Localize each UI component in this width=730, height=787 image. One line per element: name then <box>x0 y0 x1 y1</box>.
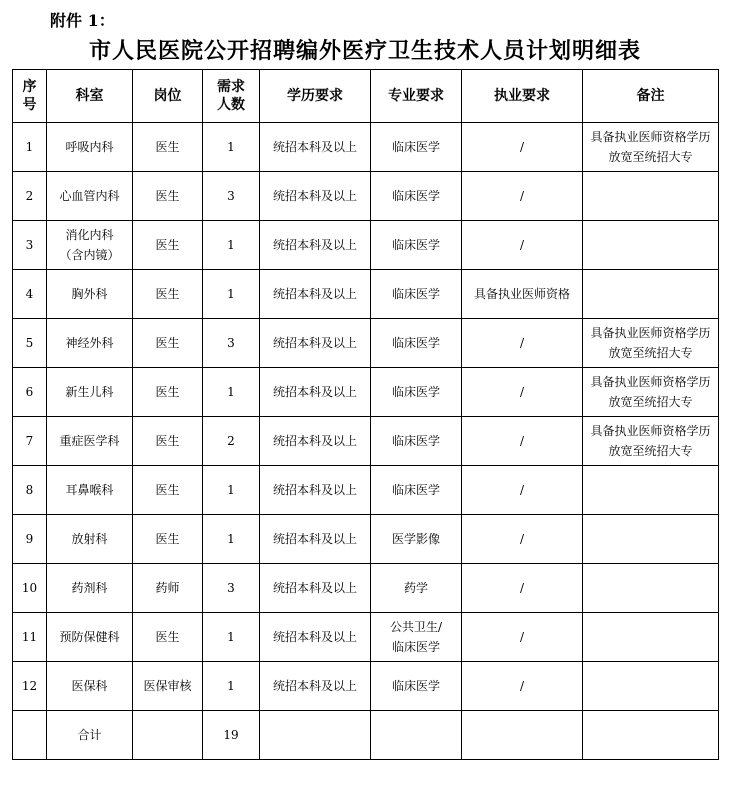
table-row <box>13 270 719 319</box>
headcount-cell: 2 <box>203 417 260 466</box>
license-cell: / <box>462 662 583 711</box>
row-index: 12 <box>13 662 47 711</box>
row-index: 9 <box>13 515 47 564</box>
total-education-cell <box>260 711 371 760</box>
notes-cell <box>583 564 719 613</box>
position-cell: 医生 <box>133 515 203 564</box>
row-index: 4 <box>13 270 47 319</box>
notes-cell <box>583 662 719 711</box>
total-index-cell <box>13 711 47 760</box>
headcount-cell: 3 <box>203 319 260 368</box>
row-index: 11 <box>13 613 47 662</box>
table-row <box>13 221 719 270</box>
department-cell: 心血管内科 <box>47 172 133 221</box>
education-cell: 统招本科及以上 <box>260 564 371 613</box>
col-header-education: 学历要求 <box>260 70 371 123</box>
total-count: 19 <box>203 711 260 760</box>
notes-cell: 具备执业医师资格学历 放宽至统招大专 <box>583 123 719 172</box>
major-cell: 公共卫生/ 临床医学 <box>371 613 462 662</box>
notes-cell <box>583 221 719 270</box>
table-row <box>13 417 719 466</box>
page-title: 市人民医院公开招聘编外医疗卫生技术人员计划明细表 <box>88 38 641 64</box>
license-cell: / <box>462 613 583 662</box>
major-cell: 临床医学 <box>371 466 462 515</box>
education-cell: 统招本科及以上 <box>260 466 371 515</box>
table-row <box>13 662 719 711</box>
total-position-cell <box>133 711 203 760</box>
table-header-row <box>13 70 719 123</box>
license-cell: / <box>462 368 583 417</box>
total-major-cell <box>371 711 462 760</box>
education-cell: 统招本科及以上 <box>260 515 371 564</box>
position-cell: 医生 <box>133 613 203 662</box>
notes-cell: 具备执业医师资格学历 放宽至统招大专 <box>583 319 719 368</box>
headcount-cell: 1 <box>203 221 260 270</box>
notes-cell <box>583 515 719 564</box>
table-total-row <box>13 711 719 760</box>
major-cell: 临床医学 <box>371 368 462 417</box>
col-header-license: 执业要求 <box>462 70 583 123</box>
headcount-cell: 1 <box>203 270 260 319</box>
license-cell: 具备执业医师资格 <box>462 270 583 319</box>
row-index: 3 <box>13 221 47 270</box>
major-cell: 临床医学 <box>371 221 462 270</box>
headcount-cell: 1 <box>203 613 260 662</box>
position-cell: 医生 <box>133 270 203 319</box>
education-cell: 统招本科及以上 <box>260 613 371 662</box>
department-cell: 放射科 <box>47 515 133 564</box>
major-cell: 临床医学 <box>371 172 462 221</box>
position-cell: 医生 <box>133 368 203 417</box>
headcount-cell: 1 <box>203 466 260 515</box>
department-cell: 药剂科 <box>47 564 133 613</box>
position-cell: 医生 <box>133 417 203 466</box>
row-index: 5 <box>13 319 47 368</box>
department-cell: 预防保健科 <box>47 613 133 662</box>
major-cell: 临床医学 <box>371 319 462 368</box>
table-row <box>13 368 719 417</box>
notes-cell: 具备执业医师资格学历 放宽至统招大专 <box>583 368 719 417</box>
total-notes-cell <box>583 711 719 760</box>
notes-cell <box>583 172 719 221</box>
total-license-cell <box>462 711 583 760</box>
table-row <box>13 515 719 564</box>
row-index: 2 <box>13 172 47 221</box>
position-cell: 医生 <box>133 172 203 221</box>
department-cell: 胸外科 <box>47 270 133 319</box>
table-row <box>13 319 719 368</box>
education-cell: 统招本科及以上 <box>260 417 371 466</box>
license-cell: / <box>462 515 583 564</box>
col-header-index: 序 号 <box>13 70 47 123</box>
department-cell: 消化内科 （含内镜） <box>47 221 133 270</box>
major-cell: 临床医学 <box>371 123 462 172</box>
major-cell: 临床医学 <box>371 417 462 466</box>
notes-cell <box>583 613 719 662</box>
row-index: 1 <box>13 123 47 172</box>
department-cell: 神经外科 <box>47 319 133 368</box>
table-row <box>13 466 719 515</box>
position-cell: 医生 <box>133 319 203 368</box>
major-cell: 临床医学 <box>371 270 462 319</box>
headcount-cell: 3 <box>203 564 260 613</box>
education-cell: 统招本科及以上 <box>260 319 371 368</box>
table-row <box>13 172 719 221</box>
row-index: 6 <box>13 368 47 417</box>
notes-cell <box>583 270 719 319</box>
col-header-headcount: 需求 人数 <box>203 70 260 123</box>
table-row <box>13 613 719 662</box>
position-cell: 医保审核 <box>133 662 203 711</box>
total-label: 合计 <box>47 711 133 760</box>
headcount-cell: 1 <box>203 368 260 417</box>
department-cell: 新生儿科 <box>47 368 133 417</box>
department-cell: 耳鼻喉科 <box>47 466 133 515</box>
department-cell: 医保科 <box>47 662 133 711</box>
col-header-position: 岗位 <box>133 70 203 123</box>
license-cell: / <box>462 564 583 613</box>
education-cell: 统招本科及以上 <box>260 172 371 221</box>
row-index: 7 <box>13 417 47 466</box>
license-cell: / <box>462 417 583 466</box>
col-header-major: 专业要求 <box>371 70 462 123</box>
headcount-cell: 1 <box>203 662 260 711</box>
notes-cell: 具备执业医师资格学历 放宽至统招大专 <box>583 417 719 466</box>
headcount-cell: 1 <box>203 515 260 564</box>
department-cell: 呼吸内科 <box>47 123 133 172</box>
license-cell: / <box>462 172 583 221</box>
major-cell: 医学影像 <box>371 515 462 564</box>
license-cell: / <box>462 319 583 368</box>
position-cell: 医生 <box>133 466 203 515</box>
department-cell: 重症医学科 <box>47 417 133 466</box>
education-cell: 统招本科及以上 <box>260 270 371 319</box>
attachment-label: 附件 1： <box>50 11 115 30</box>
license-cell: / <box>462 123 583 172</box>
major-cell: 临床医学 <box>371 662 462 711</box>
table-row <box>13 564 719 613</box>
position-cell: 医生 <box>133 123 203 172</box>
education-cell: 统招本科及以上 <box>260 662 371 711</box>
major-cell: 药学 <box>371 564 462 613</box>
position-cell: 医生 <box>133 221 203 270</box>
headcount-cell: 3 <box>203 172 260 221</box>
headcount-cell: 1 <box>203 123 260 172</box>
education-cell: 统招本科及以上 <box>260 123 371 172</box>
education-cell: 统招本科及以上 <box>260 221 371 270</box>
row-index: 10 <box>13 564 47 613</box>
license-cell: / <box>462 221 583 270</box>
position-cell: 药师 <box>133 564 203 613</box>
notes-cell <box>583 466 719 515</box>
col-header-notes: 备注 <box>583 70 719 123</box>
row-index: 8 <box>13 466 47 515</box>
col-header-department: 科室 <box>47 70 133 123</box>
education-cell: 统招本科及以上 <box>260 368 371 417</box>
table-row <box>13 123 719 172</box>
license-cell: / <box>462 466 583 515</box>
recruitment-plan-table <box>12 69 719 760</box>
